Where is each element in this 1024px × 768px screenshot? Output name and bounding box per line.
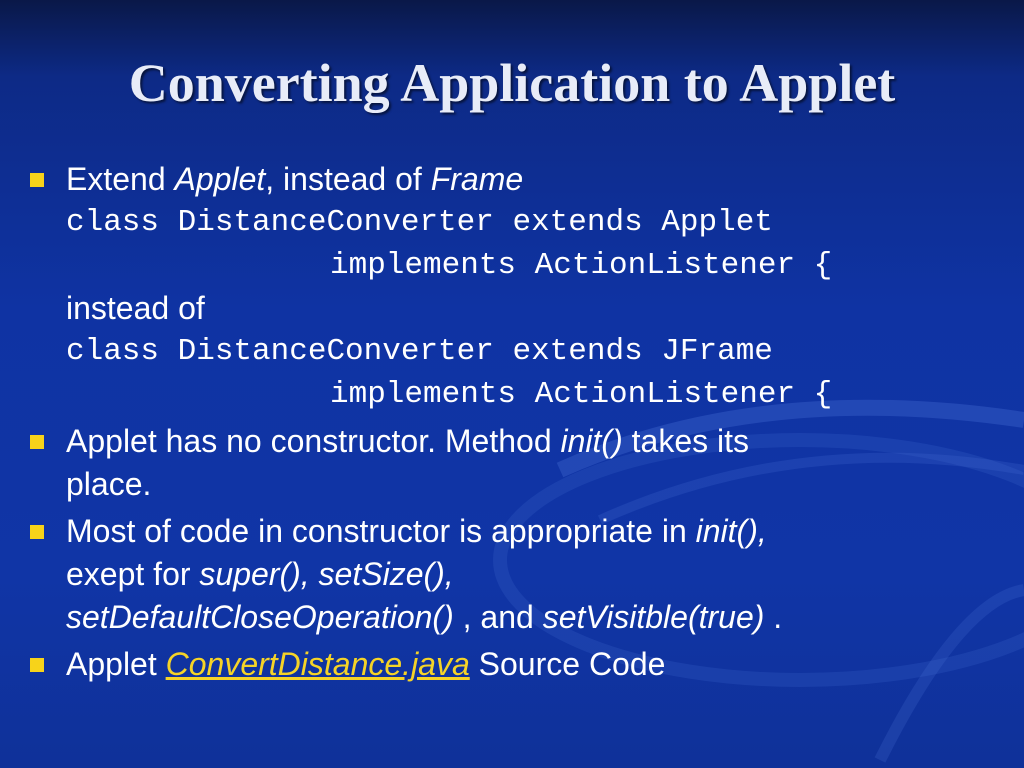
bullet-constructor-code [28, 510, 998, 639]
bullet-line [66, 596, 998, 639]
bullet-marker-icon [30, 658, 44, 672]
bullet-marker-icon [30, 435, 44, 449]
frame-term: Frame [430, 161, 524, 197]
slide-title: Converting Application to Applet [128, 53, 896, 113]
text: Applet [66, 646, 166, 682]
code-line-applet-class: class DistanceConverter extends Applet [66, 205, 773, 240]
code-line-implements: implements ActionListener { [330, 377, 833, 412]
instead-of-text: instead of [66, 290, 205, 326]
applet-term: Applet [174, 161, 266, 197]
bullet-marker-icon [30, 525, 44, 539]
method-term: setDefaultCloseOperation() [66, 599, 454, 635]
code-line-implements: implements ActionListener { [330, 248, 833, 283]
method-term: setVisitble(true) [542, 599, 765, 635]
text: , instead of [265, 161, 431, 197]
source-code-link[interactable]: ConvertDistance.java [165, 646, 470, 682]
text: exept for [66, 556, 200, 592]
bullet-source-code [28, 643, 998, 686]
bullet-extend-applet [28, 158, 998, 416]
bullet-line: place. [66, 466, 152, 502]
bullet-line [66, 510, 998, 553]
slide-content [28, 158, 998, 690]
text: , and [453, 599, 543, 635]
bullet-line [66, 643, 998, 686]
init-term: init() [560, 423, 623, 459]
text: Most of code in constructor is appropriate in [66, 513, 696, 549]
text: Source Code [469, 646, 666, 682]
text: Extend [66, 161, 175, 197]
text: Applet has no constructor. Method [66, 423, 561, 459]
bullet-line [66, 420, 998, 463]
init-term: init(), [695, 513, 767, 549]
method-list-term: super(), setSize(), [199, 556, 454, 592]
text: takes its [622, 423, 749, 459]
bullet-line [66, 553, 998, 596]
text: . [764, 599, 783, 635]
bullet-marker-icon [30, 173, 44, 187]
bullet-no-constructor [28, 420, 998, 506]
bullet-line [66, 158, 998, 201]
code-line-jframe-class: class DistanceConverter extends JFrame [66, 334, 773, 369]
